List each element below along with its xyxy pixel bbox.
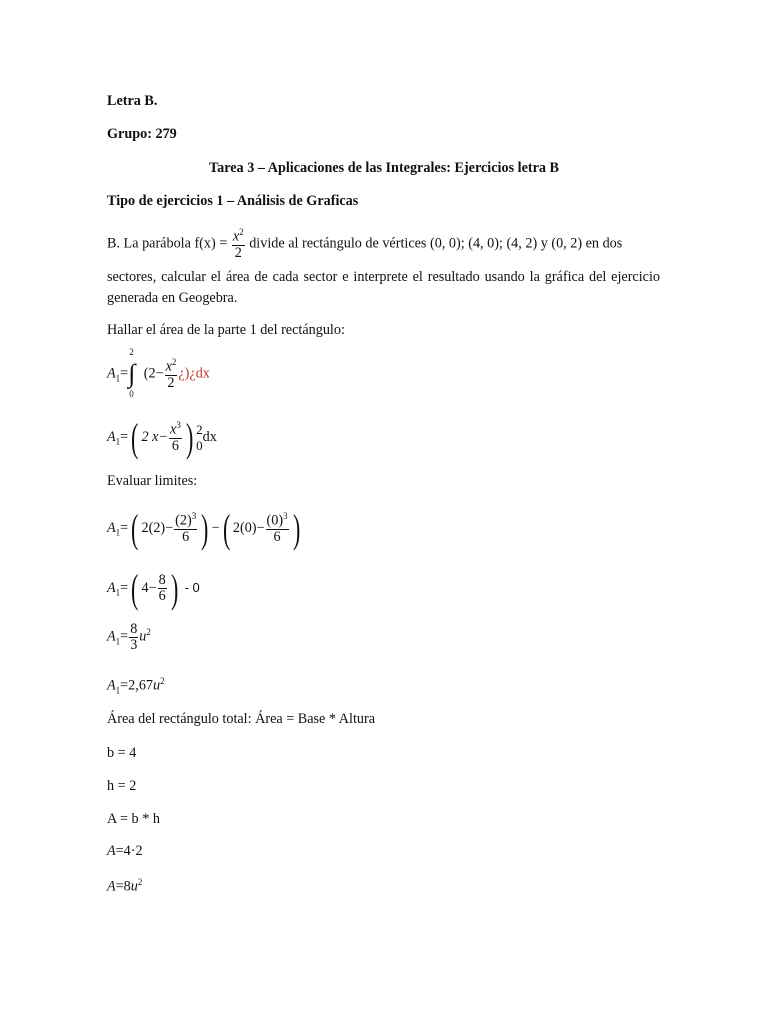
equation-7: A=4·2 xyxy=(107,843,143,859)
equation-2: $A_1=$( 2 x− $\frac{x^3}{6}$ ) 2 0dx xyxy=(107,415,217,460)
hallar-text: Hallar el área de la parte 1 del rectángulo: xyxy=(107,322,345,338)
b-value: b = 4 xyxy=(107,745,137,761)
problem-statement xyxy=(107,228,660,309)
area-formula: A = b * h xyxy=(107,811,160,827)
equation-1: $A_1=\int$ 2 0 (2− $\frac{x^2}{2}$ ¿)¿dx xyxy=(107,347,210,400)
problem-first-line: divide al rectángulo de vértices (0, 0); (4, 0); (4, 2) y (0, 2) en dos xyxy=(249,235,623,252)
problem-fraction: $\frac{x^2}{2}$ xyxy=(232,227,244,261)
area-total-text: Área del rectángulo total: Área = Base * Altura xyxy=(107,711,376,727)
integral-sign: ∫ 2 0 xyxy=(128,347,136,400)
equation-6: $A_1=2,67u^2$ xyxy=(107,676,165,696)
equation-1-tail: ¿)¿dx xyxy=(178,365,210,382)
equation-8: $A=8u^2$ xyxy=(107,877,143,895)
problem-lead: B. La parábola f(x) = xyxy=(107,235,228,252)
problem-rest: sectores, calcular el área de cada sector e interprete el resultado usando la gráfica del ejercicio generada en Geogebra. xyxy=(107,268,660,306)
h-value: h = 2 xyxy=(107,778,137,794)
evaluar-text: Evaluar limites: xyxy=(107,473,198,489)
equation-4: $A_1=$( 4− $\frac{8}{6}$ ) - 0 xyxy=(107,566,200,611)
equation-3: $A_1=$( 2(2)− $\frac{(2)^3}{6}$ ) −( 2(0)− $\frac{(0)^3}{6}$ ) xyxy=(107,506,300,551)
equation-5: $A_1=$ $\frac{8}{3}$ $u^2$ xyxy=(107,621,151,653)
section-heading: Tipo de ejercicios 1 – Análisis de Graficas xyxy=(107,193,359,209)
grupo-label: Grupo: 279 xyxy=(107,126,177,142)
document-title: Tarea 3 – Aplicaciones de las Integrales: Ejercicios letra B xyxy=(208,160,560,176)
letra-label: Letra B. xyxy=(107,93,158,109)
